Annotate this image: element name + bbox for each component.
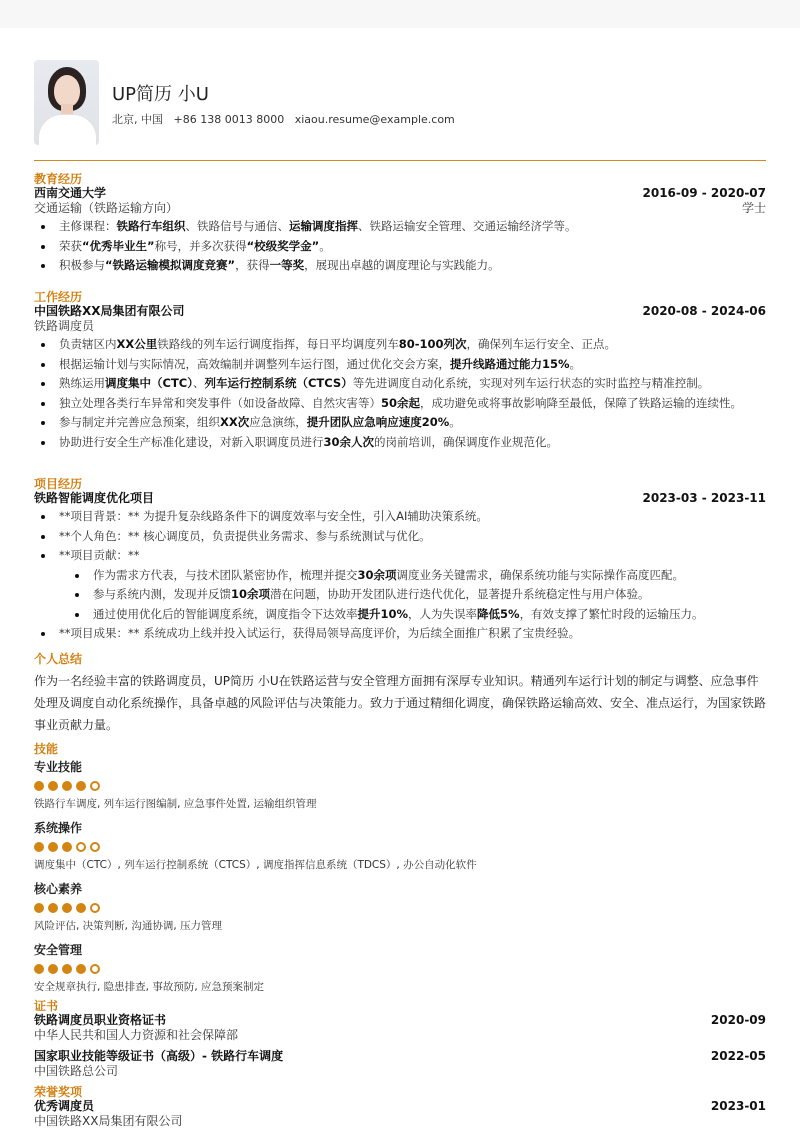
text-run: 荣获 [59, 238, 82, 253]
skill-description: 风险评估, 决策判断, 沟通协调, 压力管理 [34, 920, 223, 932]
text-run: 等先进调度自动化系统，实现对列车运行状态的实时监控与精准控制。 [352, 376, 710, 390]
photo-shirt [38, 114, 97, 145]
bold-text: 列车运行控制系统（CTCS） [204, 376, 353, 390]
certs-row [34, 1049, 766, 1064]
skill-level-dots [34, 964, 766, 974]
text-run: 、 [192, 376, 205, 390]
text-run: 参与系统内测，发现并反馈 [93, 587, 231, 601]
bold-text: 提升10% [357, 606, 409, 621]
text-run: 、铁路信号与通信、 [185, 219, 289, 233]
bullet-item [59, 337, 766, 353]
text-run: 熟练运用 [59, 376, 105, 390]
text-run: **个人角色：** 核心调度员，负责提供业务需求、参与系统测试与优化。 [59, 528, 431, 543]
level-dot-filled [48, 781, 58, 791]
skill-name: 系统操作 [34, 821, 83, 835]
bold-text: XX公里 [116, 337, 158, 351]
skill-description: 安全规章执行, 隐患排查, 事故预防, 应急预案制定 [34, 981, 265, 993]
photo-face [54, 75, 80, 107]
certs-list [34, 1013, 766, 1079]
level-dot-empty [90, 781, 100, 791]
level-dot-filled [76, 781, 86, 791]
level-dot-empty [76, 842, 86, 852]
text-run: ，确保列车运行安全、正点。 [466, 337, 617, 351]
education-row [34, 186, 766, 201]
bullet-item [59, 396, 766, 412]
text-run: 、铁路运输安全管理、交通运输经济学等。 [358, 219, 577, 233]
text-run: 调度业务关键需求，确保系统功能与实际操作高度匹配。 [396, 567, 685, 582]
project-bullets [34, 509, 766, 642]
project-bullet-role [59, 529, 766, 545]
certs-issuer: 中华人民共和国人力资源和社会保障部 [34, 1028, 239, 1042]
top-strip [0, 0, 800, 28]
project-name: 铁路智能调度优化项目 [34, 491, 155, 505]
education-bullets [34, 219, 766, 274]
level-dot-filled [34, 964, 44, 974]
text-run: 作为需求方代表，与技术团队紧密协作，梳理并提交 [93, 567, 358, 582]
skills-section [34, 742, 766, 1003]
profile-photo [34, 60, 99, 145]
text-run: 参与制定并完善应急预案，组织 [59, 415, 220, 429]
awards-section [34, 1085, 766, 1135]
project-contribution-label [59, 548, 140, 562]
education-section [34, 172, 766, 278]
bullet-item [59, 435, 766, 451]
text-run: 通过使用优化后的智能调度系统，调度指令下达效率 [93, 606, 358, 621]
text-run: ，人为失误率 [408, 606, 478, 621]
bullet-item [59, 219, 766, 235]
bold-text: 运输调度指挥 [289, 219, 358, 233]
text-run: ，有效支撑了繁忙时段的运输压力。 [519, 606, 704, 621]
bullet-item [59, 376, 766, 392]
skill-name: 专业技能 [34, 760, 83, 774]
text-run: **项目成果：** 系统成功上线并投入试运行，获得局领导高度评价，为后续全面推广积累了宝贵经验。 [59, 626, 581, 640]
contact-location: 北京, 中国 [112, 113, 163, 126]
certs-issuer: 中国铁路总公司 [34, 1064, 119, 1078]
level-dot-filled [62, 781, 72, 791]
bold-text: 80-100列次 [398, 337, 467, 351]
contact-line [112, 111, 462, 127]
text-run: **项目贡献：** [59, 548, 140, 562]
awards-date: 2023-01 [710, 1099, 766, 1113]
awards-row [34, 1099, 766, 1114]
skill-description: 调度集中（CTC）, 列车运行控制系统（CTCS）, 调度指挥信息系统（TDCS）, 办公自动化软件 [34, 859, 477, 871]
text-run: 称号，并多次获得 [154, 238, 247, 253]
level-dot-filled [76, 903, 86, 913]
education-dates: 2016-09 - 2020-07 [642, 186, 766, 200]
project-section [34, 477, 766, 646]
skill-name: 核心素养 [34, 882, 83, 896]
level-dot-filled [34, 903, 44, 913]
level-dot-filled [48, 842, 58, 852]
header-divider [34, 160, 766, 161]
text-run: **项目背景：** 为提升复杂线路条件下的调度效率与安全性，引入AI辅助决策系统。 [59, 509, 488, 523]
bold-text: XX次 [220, 415, 250, 429]
text-run: 积极参与 [59, 258, 105, 272]
certs-row [34, 1013, 766, 1028]
project-title: 项目经历 [34, 477, 83, 491]
level-dot-empty [90, 903, 100, 913]
bullet-item [93, 587, 766, 603]
text-run: 。 [319, 238, 331, 253]
school-name: 西南交通大学 [34, 186, 107, 200]
contact-phone[interactable]: +86 138 0013 8000 [173, 113, 285, 126]
education-major: 交通运输（铁路运输方向） [34, 201, 179, 215]
skill-level-dots [34, 903, 766, 913]
bold-text: 10余项 [231, 587, 271, 601]
work-role: 铁路调度员 [34, 319, 95, 333]
text-run: 协助进行安全生产标准化建设，对新入职调度员进行 [59, 434, 324, 449]
certs-title: 证书 [34, 999, 59, 1013]
level-dot-filled [62, 842, 72, 852]
bold-text: 一等奖 [269, 258, 305, 272]
bold-text: 30余项 [357, 567, 397, 582]
bold-text: 铁路行车组织 [116, 219, 186, 233]
project-row [34, 491, 766, 506]
work-dates: 2020-08 - 2024-06 [642, 304, 766, 318]
bullet-item [59, 357, 766, 373]
level-dot-filled [48, 903, 58, 913]
certs-date: 2022-05 [710, 1049, 766, 1063]
bold-text: “优秀毕业生” [82, 238, 155, 253]
bold-text: “铁路运输模拟调度竞赛” [105, 258, 236, 272]
summary-section [34, 652, 766, 736]
text-run: 潜在问题，协助开发团队进行迭代优化，显著提升系统稳定性与用户体验。 [270, 587, 650, 601]
bold-text: 提升线路通过能力15% [450, 356, 570, 371]
certs-date: 2020-09 [710, 1013, 766, 1027]
project-sub-bullets [59, 568, 766, 623]
candidate-name: UP简历 小U [112, 84, 209, 105]
text-run: 应急演练， [249, 415, 307, 429]
level-dot-filled [62, 903, 72, 913]
contact-email[interactable]: xiaou.resume@example.com [294, 113, 455, 126]
work-title: 工作经历 [34, 290, 83, 304]
certs-section [34, 999, 766, 1085]
awards-name: 优秀调度员 [34, 1099, 95, 1113]
project-bullet-background [59, 509, 766, 525]
bold-text: 降低5% [477, 606, 520, 621]
awards-list [34, 1099, 766, 1129]
level-dot-filled [34, 781, 44, 791]
skills-title: 技能 [34, 742, 59, 756]
text-run: 。 [569, 356, 582, 371]
awards-issuer: 中国铁路XX局集团有限公司 [34, 1114, 183, 1128]
text-run: ，展现出卓越的调度理论与实践能力。 [304, 258, 500, 272]
text-run: ，成功避免或将事故影响降至最低，保障了铁路运输的连续性。 [420, 395, 743, 410]
skill-description: 铁路行车调度, 列车运行图编制, 应急事件处置, 运输组织管理 [34, 798, 317, 810]
awards-title: 荣誉奖项 [34, 1085, 83, 1099]
certs-name: 国家职业技能等级证书（高级）- 铁路行车调度 [34, 1049, 284, 1063]
resume-header [34, 60, 766, 146]
text-run: 负责辖区内 [59, 337, 117, 351]
summary-title: 个人总结 [34, 652, 83, 666]
work-row [34, 304, 766, 319]
bold-text: 调度集中（CTC） [105, 376, 193, 390]
skill-name: 安全管理 [34, 943, 83, 957]
skill-level-dots [34, 781, 766, 791]
bold-text: “校级奖学金” [246, 238, 320, 253]
project-bullet-result [59, 626, 766, 642]
text-run: 主修课程： [59, 219, 117, 233]
text-run: 独立处理各类行车异常和突发事件（如设备故障、自然灾害等） [59, 395, 381, 410]
project-bullet-contribution [59, 548, 766, 622]
level-dot-empty [90, 842, 100, 852]
text-run: ，获得 [235, 258, 270, 272]
education-detail-row [34, 201, 766, 216]
bullet-item [93, 568, 766, 584]
level-dot-filled [48, 964, 58, 974]
education-title: 教育经历 [34, 172, 83, 186]
text-run: 的岗前培训，确保调度作业规范化。 [374, 434, 559, 449]
bullet-item [59, 239, 766, 255]
bullet-item [93, 607, 766, 623]
work-bullets [34, 337, 766, 450]
certs-name: 铁路调度员职业资格证书 [34, 1013, 167, 1027]
bullet-item [59, 415, 766, 431]
skill-level-dots [34, 842, 766, 852]
text-run: 铁路线的列车运行调度指挥，每日平均调度列车 [157, 337, 399, 351]
level-dot-empty [90, 964, 100, 974]
company-name: 中国铁路XX局集团有限公司 [34, 304, 185, 318]
bullet-item [59, 258, 766, 274]
summary-text: 作为一名经验丰富的铁路调度员，UP简历 小U在铁路运营与安全管理方面拥有深厚专业知识。精通列车运行计划的制定与调整、应急事件处理及调度自动化系统操作，具备卓越的风险评估与决策能力。致力于通过精细化调度，确保铁路运输高效、安全、准点运行，为国家铁路事业贡献力量。 [34, 674, 767, 732]
skills-list [34, 759, 766, 994]
project-dates: 2023-03 - 2023-11 [642, 491, 766, 505]
bold-text: 50余起 [381, 395, 421, 410]
text-run: 根据运输计划与实际情况，高效编制并调整列车运行图，通过优化交会方案， [59, 356, 450, 371]
bold-text: 提升团队应急响应速度20% [306, 415, 450, 429]
text-run: 。 [449, 415, 461, 429]
work-section [34, 290, 766, 454]
level-dot-filled [62, 964, 72, 974]
education-degree: 学士 [741, 201, 766, 215]
bold-text: 30余人次 [323, 434, 375, 449]
level-dot-filled [34, 842, 44, 852]
level-dot-filled [76, 964, 86, 974]
